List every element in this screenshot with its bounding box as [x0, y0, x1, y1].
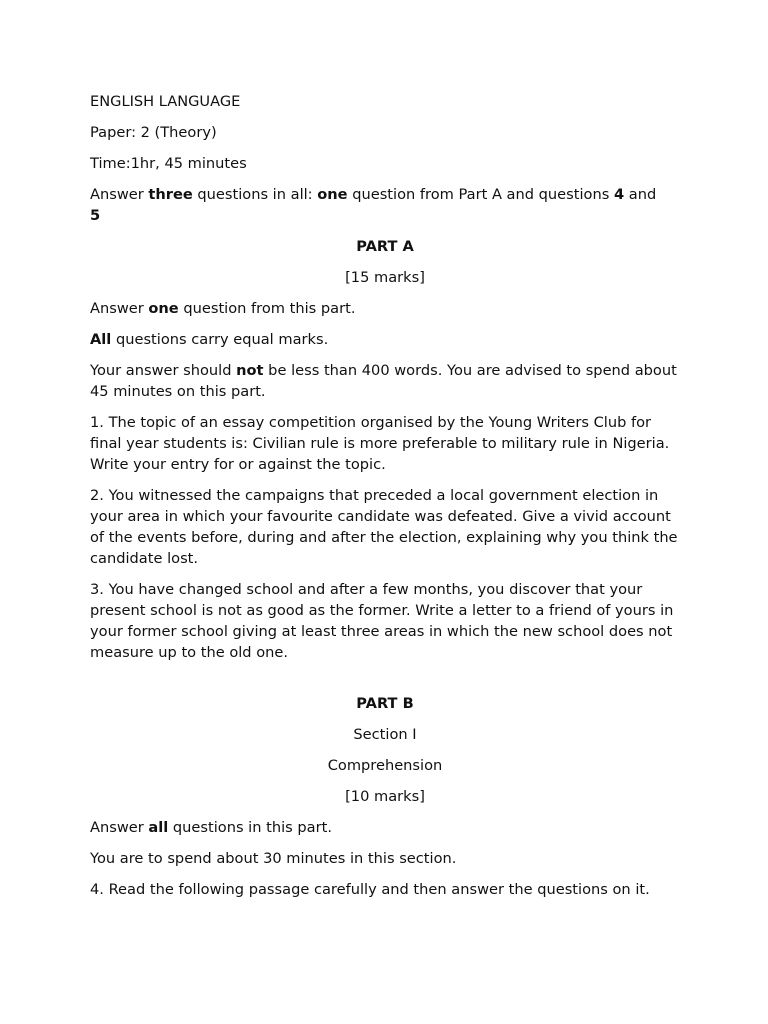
word-count-note [90, 360, 680, 402]
part-b-heading [90, 693, 680, 714]
part-b-time-note: You are to spend about 30 minutes in this section. [90, 850, 457, 867]
part-b-subtitle: Comprehension [327, 757, 443, 774]
instr-bold-three: three [148, 186, 193, 203]
part-a-heading [90, 236, 680, 257]
question-1: 1. The topic of an essay competition organised by the Young Writers Club for final year students is: Civilian rule is more preferable to military rule in Nigeria. Write your entry for or against the topic. [90, 414, 670, 473]
instr-text-4: and [624, 186, 657, 203]
instr-bold-one: one [317, 186, 348, 203]
instr-text-2: questions in all: [192, 186, 318, 203]
part-b-answer-text-1: Answer [90, 819, 149, 836]
instr-text-3: question from Part A and questions [347, 186, 614, 203]
equal-marks-bold: All [90, 331, 112, 348]
question-4: 4. Read the following passage carefully and then answer the questions on it. [90, 881, 650, 898]
general-instructions [90, 184, 680, 226]
subject-title: ENGLISH LANGUAGE [90, 93, 241, 110]
part-b-marks: [10 marks] [345, 788, 425, 805]
part-a-answer-instruction [90, 298, 680, 319]
part-b-section: Section I [353, 726, 417, 743]
equal-marks-note [90, 329, 680, 350]
paper-line: Paper: 2 (Theory) [90, 124, 217, 141]
instr-text-1: Answer [90, 186, 149, 203]
document-body [90, 91, 680, 910]
part-b-answer-instruction [90, 817, 680, 838]
word-count-text-2: be less than 400 words. You are advised to spend about 45 minutes on this part. [90, 362, 677, 400]
part-b-answer-bold: all [148, 819, 169, 836]
part-b-title: PART B [356, 695, 414, 712]
instr-bold-4: 4 [613, 186, 625, 203]
part-a-answer-bold: one [148, 300, 179, 317]
part-a-answer-text-1: Answer [90, 300, 149, 317]
word-count-bold: not [236, 362, 264, 379]
section-spacer [90, 673, 680, 693]
question-2: 2. You witnessed the campaigns that preceded a local government election in your area in which your favourite candidate was defeated. Give a vivid account of the events before, during and after the election, explaining why you think the candidate lost. [90, 487, 678, 567]
part-a-answer-text-2: question from this part. [178, 300, 356, 317]
question-3: 3. You have changed school and after a few months, you discover that your present school is not as good as the former. Write a letter to a friend of yours in your former school giving at least three areas in which the new school does not measure up to the old one. [90, 581, 674, 661]
equal-marks-text: questions carry equal marks. [111, 331, 329, 348]
part-b-answer-text-2: questions in this part. [168, 819, 332, 836]
time-line: Time:1hr, 45 minutes [90, 155, 247, 172]
instr-bold-5: 5 [90, 207, 101, 224]
part-a-title: PART A [356, 238, 414, 255]
part-a-marks: [15 marks] [345, 269, 425, 286]
word-count-text-1: Your answer should [90, 362, 237, 379]
